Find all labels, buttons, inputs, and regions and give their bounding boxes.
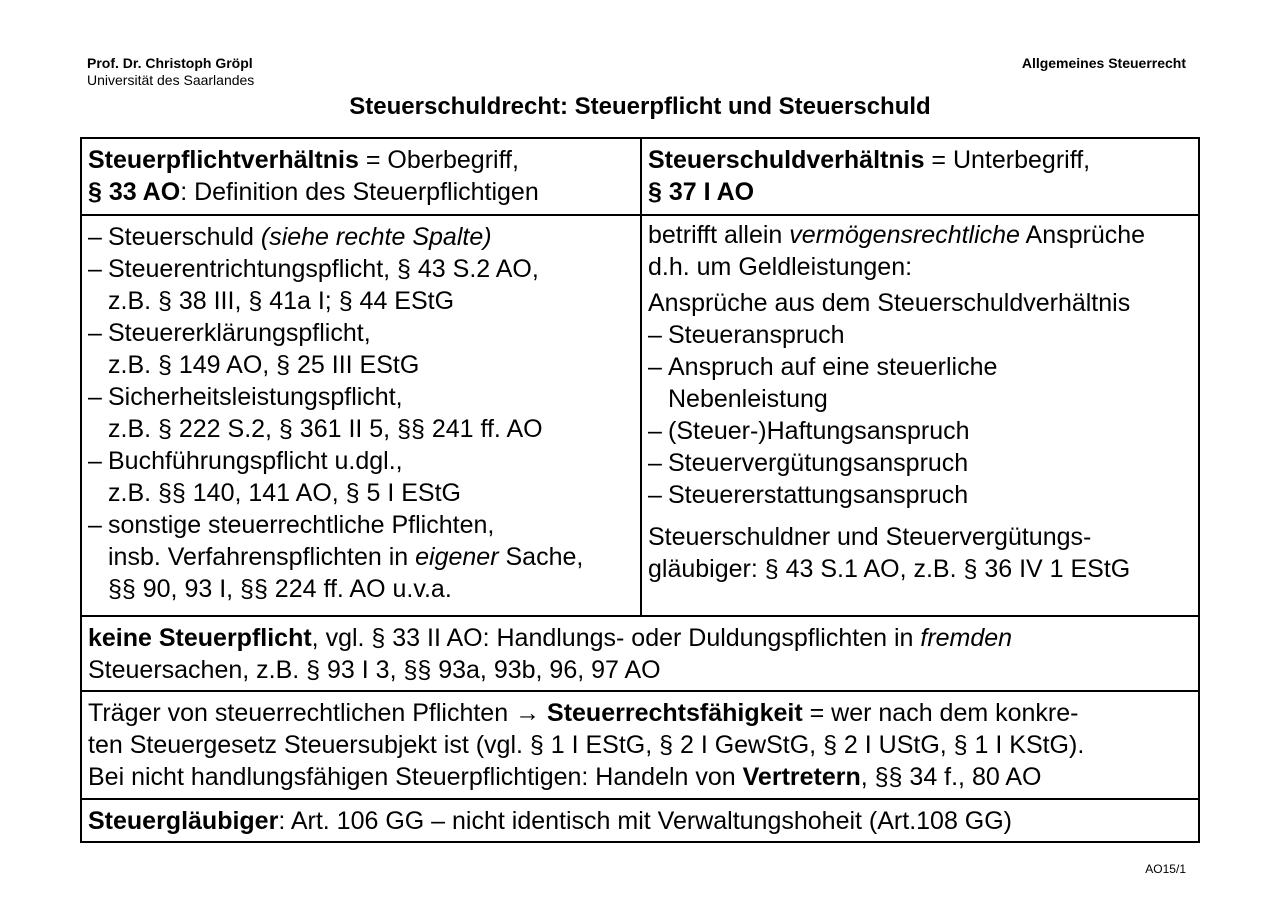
course-name: Allgemeines Steuerrecht xyxy=(1021,55,1186,71)
text: Träger von steuerrechtlichen Pflichten xyxy=(88,699,516,727)
intro-text xyxy=(648,219,1192,251)
ref-33-ao: § 33 AO xyxy=(88,178,181,206)
text: – Steuerentrichtungspflicht, § 43 S.2 AO, xyxy=(108,255,539,283)
text: : Definition des Steuerpflichtigen xyxy=(180,178,539,206)
text: §§ 90, 93 I, §§ 224 ff. AO u.v.a. xyxy=(108,575,452,603)
text: = wer nach dem konkre- xyxy=(802,699,1079,727)
text: fremden xyxy=(920,624,1013,652)
arrow-right-icon: → xyxy=(515,699,541,727)
text: , §§ 34 f., 80 AO xyxy=(860,763,1042,791)
cell-steuerrechtsfaehigkeit xyxy=(82,692,1198,799)
text: = Unterbegriff, xyxy=(924,146,1091,174)
text: insb. Verfahrenspflichten in xyxy=(108,543,416,571)
cell-ansprueche xyxy=(642,216,1198,615)
text: : Art. 106 GG – nicht identisch mit Verwaltungshoheit (Art.108 GG) xyxy=(278,807,1013,835)
ref-37-ao: § 37 I AO xyxy=(648,178,755,206)
text: eigener xyxy=(415,543,499,571)
list-item: – Steuervergütungsanspruch xyxy=(648,447,1192,479)
text: – Steuererklärungspflicht, xyxy=(108,319,371,347)
term-keine-steuerpflicht: keine Steuerpflicht xyxy=(88,624,312,652)
table-row-keine-steuerpflicht xyxy=(82,617,1198,692)
text: Bei nicht handlungsfähigen Steuerpflichtigen: Handeln von xyxy=(88,763,743,791)
text: – Buchführungspflicht u.dgl., xyxy=(108,447,403,475)
text: vermögensrechtliche xyxy=(789,221,1020,249)
cell-steuerglaeubiger xyxy=(82,800,1198,843)
table-row-steuerglaeubiger xyxy=(82,800,1198,843)
list-item: – (Steuer-)Haftungsanspruch xyxy=(648,415,1192,447)
text: Nebenleistung xyxy=(668,385,828,413)
text: – Anspruch auf eine steuerliche xyxy=(668,353,998,381)
text: Sache, xyxy=(498,543,584,571)
text: Steuerschuld xyxy=(108,223,261,251)
list-item: – Steuererstattungsanspruch xyxy=(648,479,1192,511)
text: betrifft allein xyxy=(648,221,790,249)
cell-pflichten-list xyxy=(82,216,642,615)
term-vertretern: Vertretern xyxy=(742,763,861,791)
text: z.B. § 222 S.2, § 361 II 5, §§ 241 ff. AO xyxy=(108,415,543,443)
page-title: Steuerschuldrecht: Steuerpflicht und Steuerschuld xyxy=(349,93,931,120)
cell-steuerpflichtverhaeltnis xyxy=(82,139,642,214)
claims-list xyxy=(648,319,1192,511)
page-id: AO15/1 xyxy=(1145,862,1186,876)
claims-heading: Ansprüche aus dem Steuerschuldverhältnis xyxy=(648,289,1131,317)
university-name: Universität des Saarlandes xyxy=(87,72,255,88)
cell-keine-steuerpflicht xyxy=(82,617,1198,692)
text: – sonstige steuerrechtliche Pflichten, xyxy=(108,511,495,539)
text: = Oberbegriff, xyxy=(358,146,519,174)
term-steuerschuldverhaeltnis: Steuerschuldverhältnis xyxy=(648,146,925,174)
debtor-text: Steuerschuldner und Steuervergütungs- xyxy=(648,523,1092,551)
list-item: – Steueranspruch xyxy=(648,319,1192,351)
text: Steuersachen, z.B. § 93 I 3, §§ 93a, 93b, 96, 97 AO xyxy=(88,656,661,684)
text: z.B. § 149 AO, § 25 III EStG xyxy=(108,351,420,379)
term-steuerpflichtverhaeltnis: Steuerpflichtverhältnis xyxy=(88,146,359,174)
list-item xyxy=(88,253,634,317)
text: – Sicherheitsleistungspflicht, xyxy=(108,383,403,411)
list-item xyxy=(88,445,634,509)
text: gläubiger: § 43 S.1 AO, z.B. § 36 IV 1 EStG xyxy=(648,555,1131,583)
list-item xyxy=(88,509,634,605)
cell-steuerschuldverhaeltnis xyxy=(642,139,1198,214)
text: ten Steuergesetz Steuersubjekt ist (vgl. § 1 I EStG, § 2 I GewStG, § 2 I UStG, § 1 I KStG). xyxy=(88,731,1085,759)
term-steuerrechtsfaehigkeit: Steuerrechtsfähigkeit xyxy=(547,699,803,727)
table-row-details xyxy=(82,216,1198,617)
list-item xyxy=(88,381,634,445)
list-item xyxy=(648,351,1192,415)
list-item xyxy=(88,221,634,253)
text: d.h. um Geldleistungen: xyxy=(648,253,913,281)
text: Ansprüche xyxy=(1019,221,1146,249)
term-steuerglaeubiger: Steuergläubiger xyxy=(88,807,279,835)
text: , vgl. § 33 II AO: Handlungs- oder Duldungspflichten in xyxy=(311,624,921,652)
list-item xyxy=(88,317,634,381)
content-table xyxy=(80,137,1200,843)
author-name: Prof. Dr. Christoph Gröpl xyxy=(87,55,253,71)
header-left xyxy=(87,55,254,89)
text: (siehe rechte Spalte) xyxy=(260,223,492,251)
text: z.B. §§ 140, 141 AO, § 5 I EStG xyxy=(108,479,461,507)
table-row-header xyxy=(82,139,1198,216)
table-row-steuerrechtsfaehigkeit xyxy=(82,692,1198,800)
text: z.B. § 38 III, § 41a I; § 44 EStG xyxy=(108,287,455,315)
duties-list xyxy=(88,221,634,605)
